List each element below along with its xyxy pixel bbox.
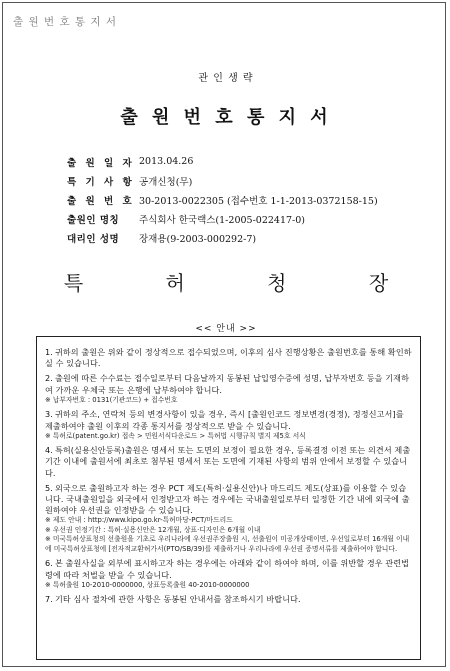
field-applicant-name (67, 209, 378, 228)
item-number: 7. (45, 594, 53, 605)
guide-heading: << 안내 >> (195, 324, 257, 334)
guide-item (45, 347, 414, 369)
item-text: 특허(실용신안등록)출원은 명세서 또는 도면의 보정이 필요한 경우, 등록결정 이전 또는 의견서 제출기간 이내에 출원서에 최초로 첨부된 명세서 또는 도면에 기재된 사항의 범위 안에서 보정할 수 있습니다. (45, 445, 411, 478)
item-note: ※ 특허로(patent.go.kr) 접속 > 민원서식다운로드 > 특허법 시행규칙 별지 제5호 서식 (45, 431, 306, 440)
field-filing-date (67, 152, 378, 171)
guide-item (45, 558, 414, 590)
field-value: 주식회사 한국랙스(1-2005-022417-0) (139, 214, 306, 226)
guide-item (45, 445, 414, 479)
field-label: 출원인 명칭 (67, 214, 120, 226)
item-number: 1. (45, 347, 53, 357)
field-value: 30-2013-0022305 (접수번호 1-1-2013-0372158-15) (139, 195, 378, 207)
field-remarks (67, 171, 378, 190)
header-tag: 출 원 번 호 통 지 서 (13, 16, 118, 28)
item-text: 출원에 따른 수수료는 접수일로부터 다음날까지 동봉된 납입영수증에 성명, 납부자번호 등을 기재하여 가까운 우체국 또는 은행에 납부하여야 합니다. (45, 373, 410, 395)
guide-item (45, 594, 414, 605)
guide-item (45, 483, 414, 555)
guide-box (36, 336, 421, 660)
document-title: 출 원 번 호 통 지 서 (120, 107, 332, 128)
item-text: 외국으로 출원하고자 하는 경우 PCT 제도(특허·실용신안)나 마드리드 제도(상표)를 이용할 수 있습니다. 국내출원일을 외국에서 인정받고자 하는 경우에는 국내출원일로부터 일정한 기간 내에 외국에 출원하여야 우선권을 인정받을 수 있습니다. (45, 482, 410, 516)
item-note: ※ 납부자번호 : 0131(기관코드) + 접수번호 (45, 395, 178, 404)
guide-item (45, 409, 414, 441)
guide-item (45, 373, 414, 405)
field-agent-name (67, 228, 378, 247)
issuing-authority: 특 허 청 장 (63, 271, 427, 295)
seal-omitted-label: 관 인 생 략 (198, 73, 254, 84)
notice-document (2, 2, 446, 667)
field-application-number (67, 190, 378, 209)
item-text: 본 출원사실을 외부에 표시하고자 하는 경우에는 아래와 같이 하여야 하며, 이를 위반할 경우 관련법령에 따라 처벌을 받을 수 있습니다. (45, 558, 410, 580)
item-number: 4. (45, 445, 53, 456)
field-label: 출 원 번 호 (67, 195, 135, 207)
field-value: 장재용(9-2003-000292-7) (139, 233, 257, 245)
item-number: 6. (45, 558, 53, 569)
field-label: 특 기 사 항 (67, 176, 135, 188)
field-label: 출 원 일 자 (67, 157, 135, 169)
item-note: ※ 제도 안내 : http://www.kipo.go.kr-특허마당-PCT/마드리드 ※ 우선권 인정기간 : 특허·실용신안은 12개월, 상표·디자인은 6개월 이내 ※ 미국특허상표청의 선출원을 기초로 우리나라에 우선권주장출원 시, 선출원이 미공개상태이면, 우선일로부터 16개월 이내에 미국특허상표청에 [전자적교환허가서(PTO/SB/39)를 제출하거나 우리나라에 우선권 증명서류를 제출하여야 합니다. (45, 516, 410, 553)
field-value: 공개신청(무) (139, 176, 193, 188)
item-text: 귀하의 주소, 연락처 등의 변경사항이 있을 경우, 즉시 [출원인코드 정보변경(경정), 정정신고서]를 제출하여야 출원 이후의 각종 통지서를 정상적으로 받을 수 있습니다. (45, 409, 404, 431)
item-number: 5. (45, 482, 53, 493)
item-number: 3. (45, 409, 53, 420)
item-text: 기타 심사 절차에 관한 사항은 동봉된 안내서를 참조하시기 바랍니다. (54, 594, 301, 605)
item-note: ※ 특허출원 10-2010-0000000, 상표등록출원 40-2010-0000000 (45, 580, 250, 589)
item-text: 귀하의 출원은 위와 같이 정상적으로 접수되었으며, 이후의 심사 진행상황은 출원번호를 통해 확인하실 수 있습니다. (45, 347, 412, 369)
application-fields (67, 152, 378, 247)
field-label: 대리인 성명 (67, 233, 120, 245)
field-value: 2013.04.26 (139, 156, 194, 167)
item-number: 2. (45, 373, 53, 384)
